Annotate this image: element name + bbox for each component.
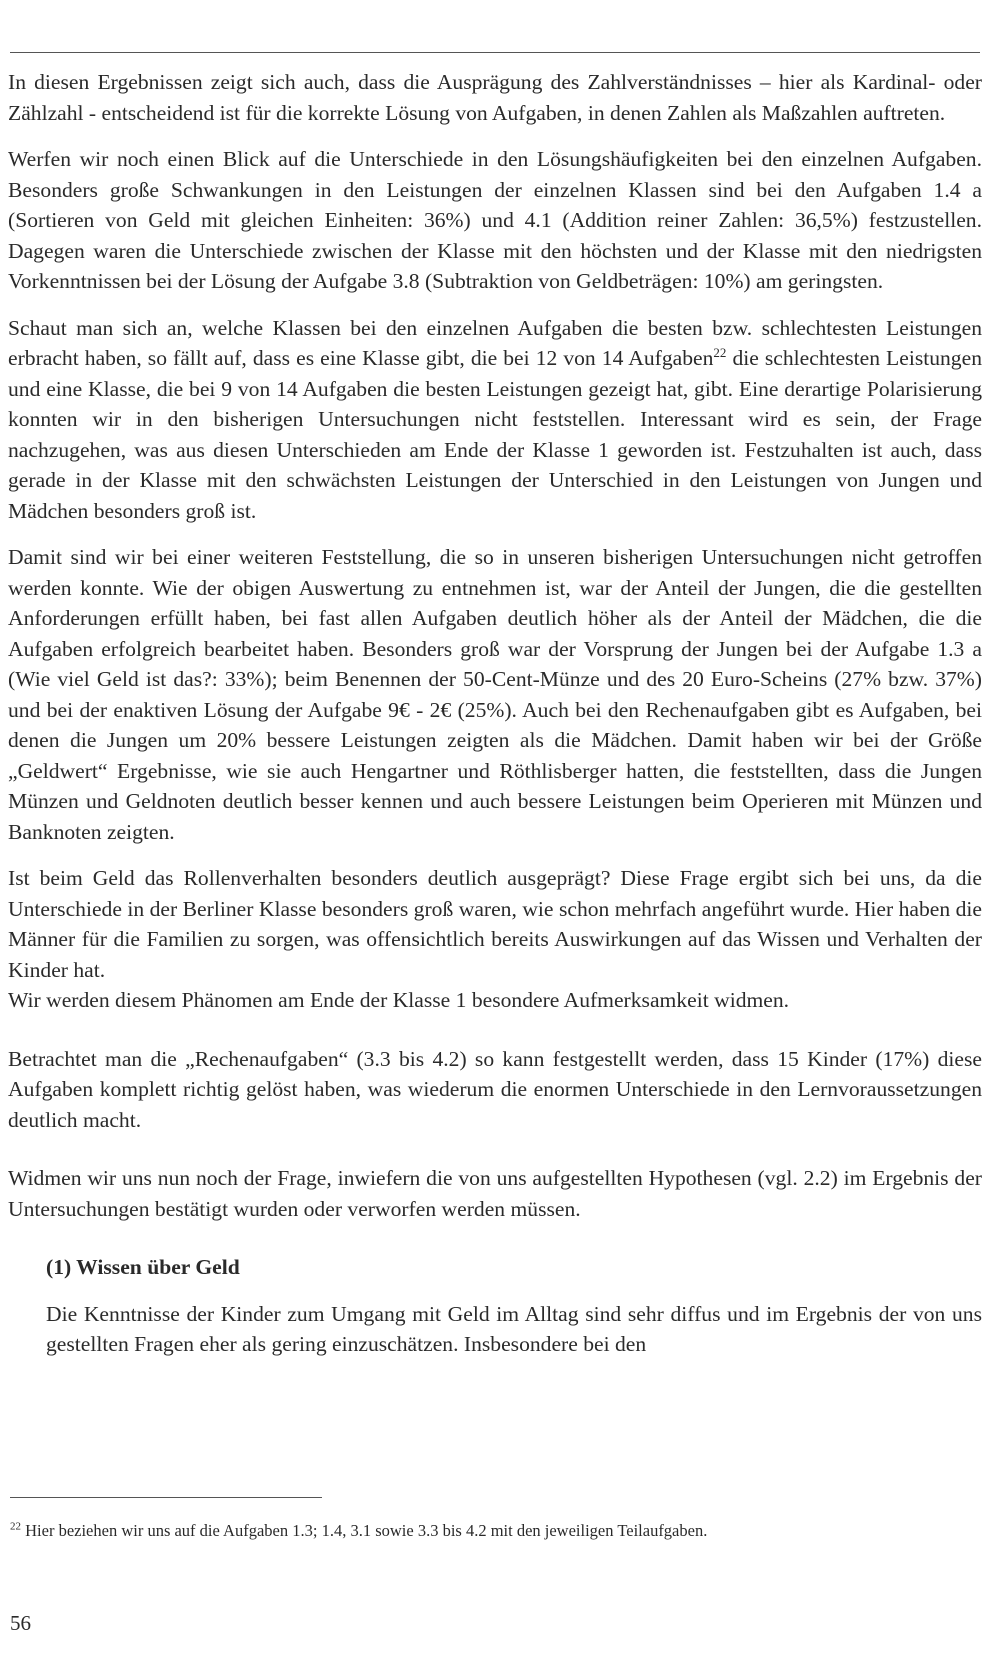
footnote-rule (10, 1497, 322, 1498)
paragraph-klassenleistungen-part1: Schaut man sich an, welche Klassen bei den einzelnen Aufgaben die besten bzw. schlechtesten Leistungen erbracht haben, so fällt auf, dass es eine Klasse gibt, die bei 12 von 14 Aufgaben (8, 315, 982, 370)
paragraph-loesungshaeufigkeiten: Werfen wir noch einen Blick auf die Unterschiede in den Lösungshäufigkeiten bei den einzelnen Aufgaben. Besonders große Schwankungen in den Leistungen der einzelnen Klassen sind bei den Aufgaben 1.4 a (Sortieren von Geld mit gleichen Einheiten: 36%) und 4.1 (Addition reiner Zahlen: 36,5%) festzustellen. Dagegen waren die Unterschiede zwischen der Klasse mit den höchsten und der Klasse mit den niedrigsten Vorkenntnissen bei der Lösung der Aufgabe 3.8 (Subtraktion von Geldbeträgen: 10%) am geringsten. (8, 147, 982, 293)
header-rule (10, 52, 980, 53)
footnote-marker: 22 (10, 1520, 21, 1533)
paragraph-kenntnisse: Die Kenntnisse der Kinder zum Umgang mit Geld im Alltag sind sehr diffus und im Ergebnis der von uns gestellten Fragen eher als gering einzuschätzen. Insbesondere bei den (46, 1301, 982, 1356)
paragraph-hypothesen: Widmen wir uns nun noch der Frage, inwiefern die von uns aufgestellten Hypothesen (vgl. 2.2) im Ergebnis der Untersuchungen bestätigt wurden oder verworfen werden müssen. (8, 1166, 982, 1221)
footnote-text: Hier beziehen wir uns auf die Aufgaben 1.3; 1.4, 3.1 sowie 3.3 bis 4.2 mit den jeweiligen Teilaufgaben. (21, 1521, 708, 1540)
paragraph-rollenverhalten: Ist beim Geld das Rollenverhalten besonders deutlich ausgeprägt? Diese Frage ergibt sich bei uns, da die Unterschiede in der Berliner Klasse besonders groß waren, wie schon mehrfach angeführt wurde. Hier haben die Männer für die Familien zu sorgen, was offensichtlich bereits Auswirkungen auf das Wissen und Verhalten der Kinder hat. (8, 866, 982, 982)
paragraph-jungen-maedchen: Damit sind wir bei einer weiteren Feststellung, die so in unseren bisherigen Untersuchungen nicht getroffen werden konnte. Wie der obigen Auswertung zu entnehmen ist, war der Anteil der Jungen, die die gestellten Anforderungen erfüllt haben, bei fast allen Aufgaben deutlich höher als der Anteil der Mädchen, die die Aufgaben erfolgreich bearbeitet haben. Besonders groß war der Vorsprung der Jungen bei der Aufgabe 1.3 a (Wie viel Geld ist das?: 33%); beim Benennen der 50-Cent-Münze und des 20 Euro-Scheins (27% bzw. 37%) und bei der enaktiven Lösung der Aufgabe 9€ - 2€ (25%). Auch bei den Rechenaufgaben gibt es Aufgaben, bei denen die Jungen um 20% bessere Leistungen zeigten als die Mädchen. Damit haben wir bei der Größe „Geldwert“ Ergebnisse, wie sie auch Hengartner und Röthlisberger hatten, die feststellten, dass die Jungen Münzen und Geldnoten deutlich besser kennen und auch bessere Leistungen beim Operieren mit Münzen und Banknoten zeigten. (8, 545, 982, 844)
paragraph-aufmerksamkeit: Wir werden diesem Phänomen am Ende der Klasse 1 besondere Aufmerksamkeit widmen. (8, 988, 790, 1012)
page-number: 56 (10, 1611, 31, 1635)
paragraph-klassenleistungen-part2: die schlechtesten Leistungen und eine Klasse, die bei 9 von 14 Aufgaben die besten Leistungen gezeigt hat, gibt. Eine derartige Polarisierung konnten wir in den bisherigen Untersuchungen nicht feststellen. Interessant wird es sein, der Frage nachzugehen, was aus diesen Unterschieden am Ende der Klasse 1 geworden ist. Festzuhalten ist auch, dass gerade in der Klasse mit den schwächsten Leistungen der Unterschied in den Leistungen von Jungen und Mädchen besonders groß ist. (8, 346, 982, 523)
footnote (10, 1520, 980, 1542)
paragraph-zahlverstaendnis: In diesen Ergebnissen zeigt sich auch, dass die Ausprägung des Zahlverständnisses – hier als Kardinal- oder Zählzahl - entscheidend ist für die korrekte Lösung von Aufgaben, in denen Zahlen als Maßzahlen auftreten. (8, 70, 982, 125)
section-heading-wissen-ueber-geld: (1) Wissen über Geld (46, 1255, 240, 1279)
paragraph-rechenaufgaben: Betrachtet man die „Rechenaufgaben“ (3.3 bis 4.2) so kann festgestellt werden, dass 15 Kinder (17%) diese Aufgaben komplett richtig gelöst haben, was wiederum die enormen Unterschiede in den Lernvoraussetzungen deutlich macht. (8, 1046, 982, 1132)
paragraph-klassenleistungen (8, 313, 982, 527)
footnote-reference[interactable]: 22 (713, 344, 727, 360)
body-text (8, 67, 982, 1376)
